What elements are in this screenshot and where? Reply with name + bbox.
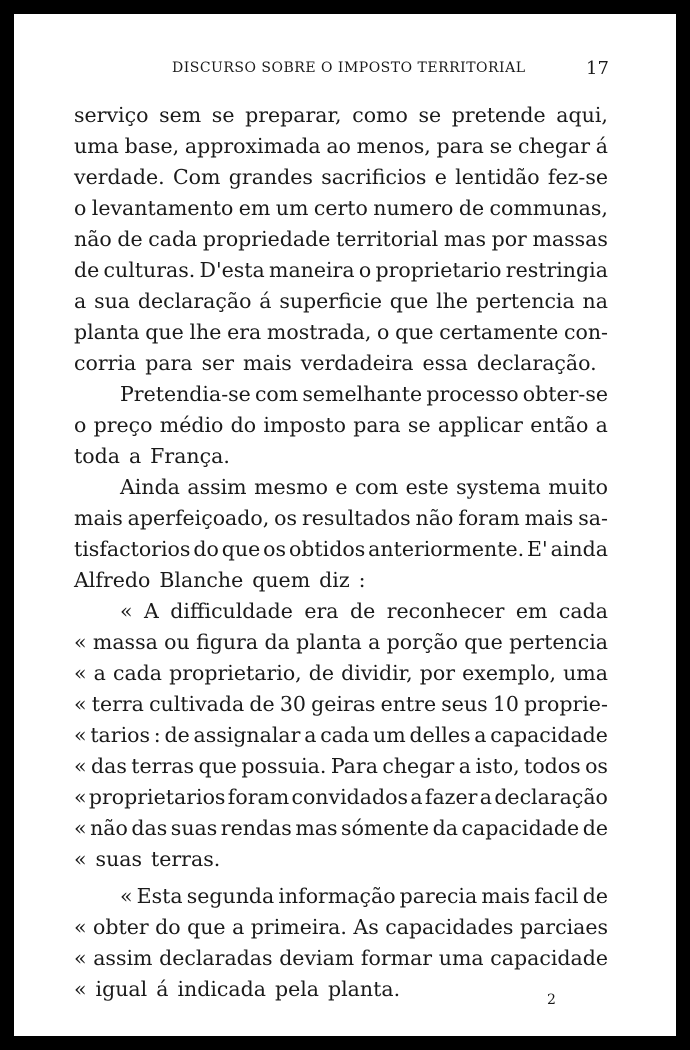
quote-line: « tarios : de assignalar a cada um delles a capacidade — [74, 723, 608, 747]
quote-line: « massa ou figura da planta a porção que pertencia — [74, 630, 608, 654]
quotation — [74, 881, 608, 1005]
text-line: planta que lhe era mostrada, o que certamente con- — [74, 320, 608, 344]
text-line: de culturas. D'esta maneira o proprietario restringia — [74, 258, 608, 282]
page-body — [74, 100, 608, 1005]
text-line: toda a França. — [74, 444, 230, 468]
book-page — [14, 14, 676, 1036]
text-line: serviço sem se preparar, como se pretende aqui, — [74, 103, 608, 127]
paragraph — [74, 472, 608, 596]
text-line: corria para ser mais verdadeira essa declaração. — [74, 351, 597, 375]
text-line: Pretendia-se com semelhante processo obter-se — [120, 382, 608, 406]
page-number: 17 — [586, 58, 609, 79]
text-line: tisfactorios do que os obtidos anteriormente. E' ainda — [74, 537, 608, 561]
quote-line: « das terras que possuia. Para chegar a isto, todos os — [74, 754, 608, 778]
text-line: Alfredo Blanche quem diz : — [74, 568, 366, 592]
quote-line: « a cada proprietario, de dividir, por exemplo, uma — [74, 661, 608, 685]
quote-line: « assim declaradas deviam formar uma capacidade — [74, 946, 608, 970]
quote-line: « obter do que a primeira. As capacidades parciaes — [74, 915, 608, 939]
quote-line: « suas terras. — [74, 847, 221, 871]
text-line: mais aperfeiçoado, os resultados não foram mais sa- — [74, 506, 608, 530]
quote-line: « proprietarios foram convidados a fazer a declaração — [74, 785, 608, 809]
paragraph — [74, 100, 608, 379]
quote-line: « igual á indicada pela planta. — [74, 977, 401, 1001]
text-line: o preço médio do imposto para se applicar então a — [74, 413, 608, 437]
running-head: DISCURSO SOBRE O IMPOSTO TERRITORIAL — [172, 60, 526, 76]
text-line: não de cada propriedade territorial mas por massas — [74, 227, 608, 251]
text-line: uma base, approximada ao menos, para se chegar á — [74, 134, 608, 158]
text-line: verdade. Com grandes sacrificios e lentidão fez-se — [74, 165, 608, 189]
signature-mark: 2 — [547, 992, 556, 1008]
paragraph — [74, 379, 608, 472]
text-line: Ainda assim mesmo e com este systema muito — [120, 475, 608, 499]
quotation — [74, 596, 608, 875]
text-line: o levantamento em um certo numero de communas, — [74, 196, 608, 220]
quote-line: « não das suas rendas mas sómente da capacidade de — [74, 816, 608, 840]
quote-line: « Esta segunda informação parecia mais facil de — [120, 884, 608, 908]
text-line: a sua declaração á superficie que lhe pertencia na — [74, 289, 608, 313]
quote-line: « terra cultivada de 30 geiras entre seus 10 proprie- — [74, 692, 608, 716]
quote-line: « A difficuldade era de reconhecer em cada — [120, 599, 608, 623]
